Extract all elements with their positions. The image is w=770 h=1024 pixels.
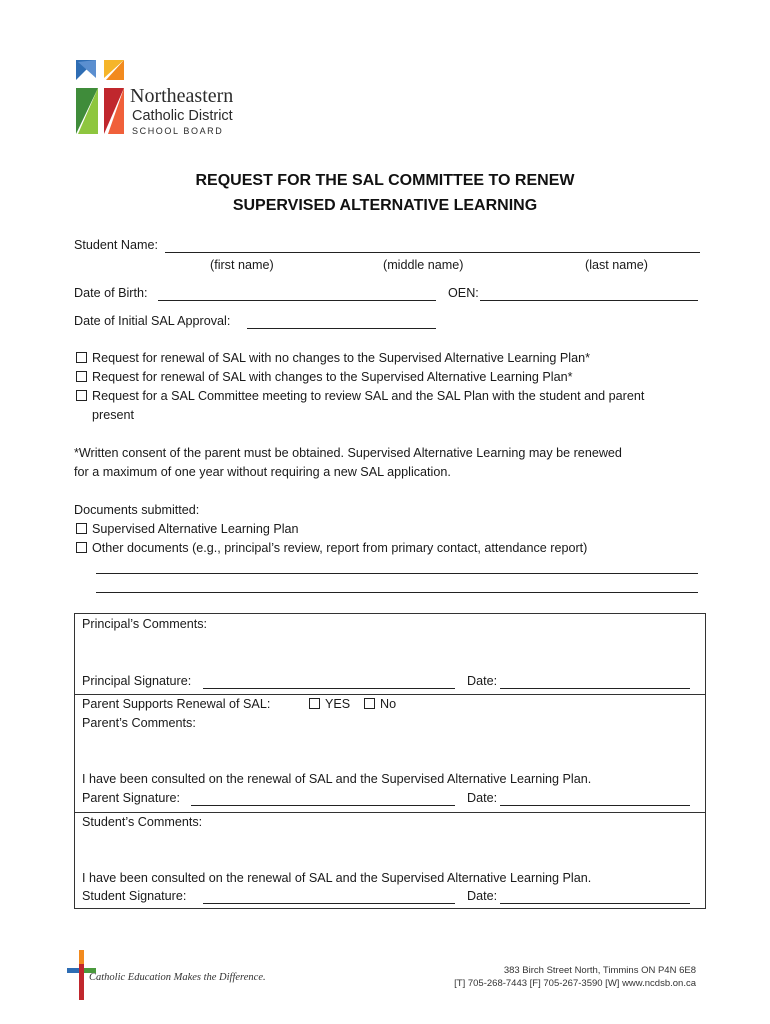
- request-option[interactable]: Request for renewal of SAL with changes to the Supervised Alternative Learning Plan*: [76, 370, 573, 384]
- checkbox[interactable]: [364, 698, 375, 709]
- last-name-caption: (last name): [585, 258, 648, 272]
- middle-name-caption: (middle name): [383, 258, 464, 272]
- principal-date-field[interactable]: [500, 688, 690, 689]
- dob-label: Date of Birth:: [74, 286, 148, 300]
- parent-signature-field[interactable]: [191, 805, 455, 806]
- student-consulted-statement: I have been consulted on the renewal of SAL and the Supervised Alternative Learning Plan.: [82, 871, 592, 885]
- parent-signature-label: Parent Signature:: [82, 791, 181, 805]
- footer-motto: Catholic Education Makes the Difference.: [89, 972, 266, 983]
- checkbox[interactable]: [76, 390, 87, 401]
- student-signature-label: Student Signature:: [82, 889, 187, 903]
- checkbox[interactable]: [76, 371, 87, 382]
- other-documents-line[interactable]: [96, 573, 698, 574]
- consent-note-line1: *Written consent of the parent must be obtained. Supervised Alternative Learning may be renewed: [74, 446, 622, 460]
- footer-address: 383 Birch Street North, Timmins ON P4N 6E8: [503, 965, 696, 976]
- checkbox[interactable]: [76, 542, 87, 553]
- student-comments-label: Student’s Comments:: [82, 815, 203, 829]
- form-title-line1: REQUEST FOR THE SAL COMMITTEE TO RENEW: [195, 172, 575, 189]
- parent-comments-label: Parent’s Comments:: [82, 716, 196, 730]
- principal-signature-field[interactable]: [203, 688, 455, 689]
- org-name-line2: Catholic District: [132, 108, 233, 124]
- student-name-label: Student Name:: [74, 238, 159, 252]
- parent-supports-label: Parent Supports Renewal of SAL:: [82, 697, 271, 711]
- consent-note-line2: for a maximum of one year without requiring a new SAL application.: [74, 465, 451, 479]
- parent-date-label: Date:: [467, 791, 498, 805]
- student-date-label: Date:: [467, 889, 498, 903]
- request-option[interactable]: Request for renewal of SAL with no changes to the Supervised Alternative Learning Plan*: [76, 351, 590, 365]
- oen-field[interactable]: [480, 300, 698, 301]
- first-name-caption: (first name): [210, 258, 274, 272]
- parent-consulted-statement: I have been consulted on the renewal of SAL and the Supervised Alternative Learning Plan.: [82, 772, 592, 786]
- checkbox[interactable]: [76, 523, 87, 534]
- documents-heading: Documents submitted:: [74, 503, 200, 517]
- org-name-line1: Northeastern: [130, 85, 234, 107]
- principal-comments-label: Principal’s Comments:: [82, 617, 208, 631]
- checkbox[interactable]: [309, 698, 320, 709]
- student-signature-field[interactable]: [203, 903, 455, 904]
- document-option[interactable]: Supervised Alternative Learning Plan: [76, 522, 299, 536]
- principal-signature-label: Principal Signature:: [82, 674, 192, 688]
- student-name-field[interactable]: [165, 252, 700, 253]
- no-option[interactable]: No: [364, 697, 396, 711]
- document-option[interactable]: Other documents (e.g., principal’s review, report from primary contact, attendance report): [76, 541, 587, 555]
- org-name-line3: SCHOOL BOARD: [132, 126, 224, 136]
- initial-approval-field[interactable]: [247, 328, 436, 329]
- oen-label: OEN:: [448, 286, 479, 300]
- section-divider: [74, 694, 706, 695]
- dob-field[interactable]: [158, 300, 436, 301]
- request-option-continuation: present: [92, 408, 135, 422]
- form-title-line2: SUPERVISED ALTERNATIVE LEARNING: [232, 197, 538, 214]
- initial-approval-label: Date of Initial SAL Approval:: [74, 314, 231, 328]
- principal-date-label: Date:: [467, 674, 498, 688]
- request-option[interactable]: Request for a SAL Committee meeting to review SAL and the SAL Plan with the student and parent: [76, 389, 644, 403]
- footer-contact: [T] 705-268-7443 [F] 705-267-3590 [W] www.ncdsb.on.ca: [454, 978, 696, 989]
- student-date-field[interactable]: [500, 903, 690, 904]
- section-divider: [74, 812, 706, 813]
- parent-date-field[interactable]: [500, 805, 690, 806]
- yes-option[interactable]: YES: [309, 697, 350, 711]
- other-documents-line[interactable]: [96, 592, 698, 593]
- checkbox[interactable]: [76, 352, 87, 363]
- comments-box: [74, 613, 706, 909]
